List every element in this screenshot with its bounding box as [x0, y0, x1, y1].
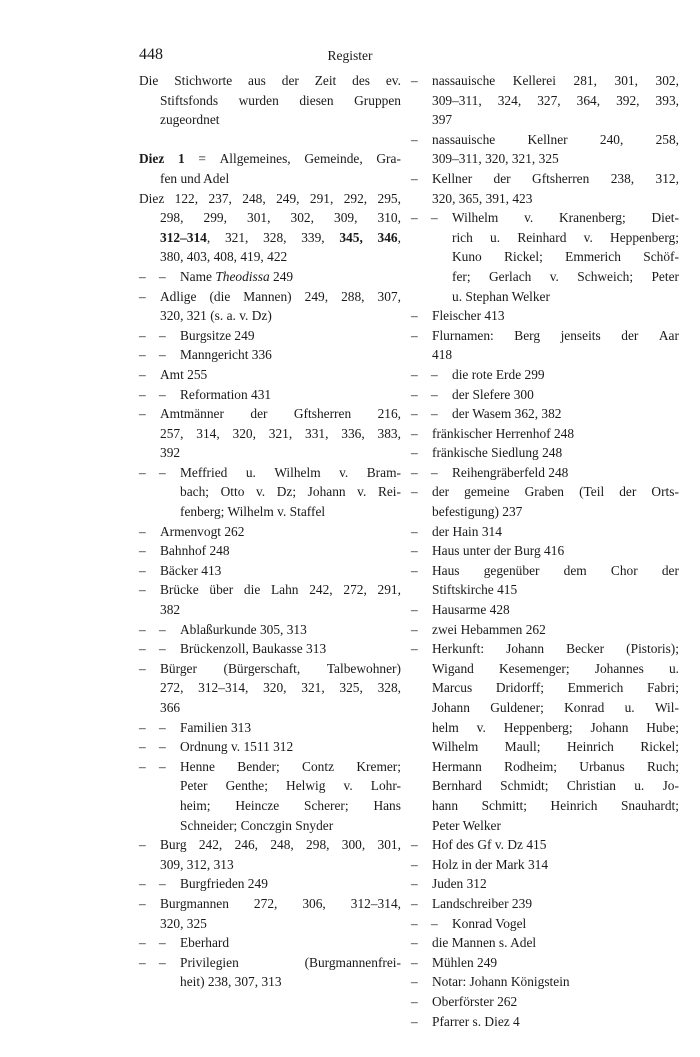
entry-line: fer; Gerlach v. Schweich; Peter — [452, 268, 679, 284]
index-entry — [139, 620, 401, 640]
index-entry — [139, 933, 401, 953]
entry-line: Flurnamen: Berg jenseits der Aar — [432, 327, 679, 343]
index-entry — [139, 835, 401, 874]
entry-line: Fleischer 413 — [432, 308, 505, 324]
index-entry — [139, 189, 401, 267]
entry-line: Haus unter der Burg 416 — [432, 543, 565, 559]
entry-line: Johann Guldener; Konrad u. Wil- — [432, 700, 679, 715]
entry-line: befestigung) 237 — [432, 504, 523, 520]
entry-line: 397 — [432, 112, 453, 128]
index-entry — [139, 522, 401, 542]
entry-line: 257, 314, 320, 321, 331, 336, 383, — [160, 425, 401, 441]
index-entry — [139, 639, 401, 659]
entry-line: 272, 312–314, 320, 321, 325, 328, — [160, 680, 401, 696]
level-dash: – — [139, 464, 146, 480]
entry-line: 298, 299, 301, 302, 309, 310, — [160, 210, 401, 226]
entry-line: Brücke über die Lahn 242, 272, 291, — [160, 582, 401, 598]
level-dash: – — [411, 406, 418, 422]
index-entry — [411, 639, 679, 835]
level-dash: – — [411, 386, 418, 402]
entry-line: 320, 325 — [160, 915, 207, 931]
sublevel-dash: – — [159, 347, 166, 363]
index-entry — [411, 208, 679, 306]
entry-line: 392 — [160, 445, 181, 461]
index-entry — [411, 894, 679, 914]
entry-line: Herkunft: Johann Becker (Pistoris); — [432, 641, 679, 657]
level-dash: – — [139, 582, 146, 598]
entry-line: Armenvogt 262 — [160, 523, 245, 539]
level-dash: – — [411, 327, 418, 343]
sublevel-dash: – — [431, 210, 438, 226]
entry-line: hann Schmitt; Heinrich Snauhardt; — [432, 797, 679, 813]
entry-line: der Wasem 362, 382 — [452, 406, 562, 422]
index-entry — [411, 326, 679, 365]
level-dash: – — [139, 719, 146, 735]
entry-line: nassauische Kellerei 281, 301, 302, — [432, 73, 679, 88]
sublevel-dash: – — [159, 935, 166, 951]
entry-line: der Slefere 300 — [452, 386, 534, 402]
entry-line: die rote Erde 299 — [452, 366, 545, 382]
entry-line: Mühlen 249 — [432, 954, 498, 970]
index-entry — [139, 463, 401, 522]
level-dash: – — [411, 523, 418, 539]
entry-line: Bernhard Schmidt; Christian u. Jo- — [432, 778, 679, 794]
entry-line: Kuno Rickel; Emmerich Schöf- — [452, 249, 679, 265]
level-dash: – — [139, 366, 146, 382]
entry-line: Hof des Gf v. Dz 415 — [432, 837, 547, 853]
level-dash: – — [411, 543, 418, 559]
level-dash: – — [411, 856, 418, 872]
level-dash: – — [411, 170, 418, 186]
sublevel-dash: – — [431, 406, 438, 422]
level-dash: – — [411, 993, 418, 1009]
sublevel-dash: – — [159, 386, 166, 402]
index-entry — [411, 463, 679, 483]
entry-line: Stiftsfonds wurden diesen Gruppen — [160, 92, 401, 108]
entry-line: Stiftskirche 415 — [432, 582, 518, 598]
index-entry — [139, 326, 401, 346]
index-entry — [139, 561, 401, 581]
level-dash: – — [139, 876, 146, 892]
level-dash: – — [411, 425, 418, 441]
entry-line: zugeordnet — [160, 112, 220, 128]
level-dash: – — [139, 758, 146, 774]
sublevel-dash: – — [431, 366, 438, 382]
index-column-left — [139, 71, 401, 992]
entry-line: rich u. Reinhard v. Heppenberg; — [452, 229, 679, 245]
entry-line: Juden 312 — [432, 876, 487, 892]
entry-line: Bäcker 413 — [160, 562, 222, 578]
index-entry — [139, 580, 401, 619]
index-entry — [139, 757, 401, 835]
entry-line: Bahnhof 248 — [160, 543, 230, 559]
level-dash: – — [411, 974, 418, 990]
entry-line: fränkischer Herrenhof 248 — [432, 425, 575, 441]
index-entry — [139, 953, 401, 992]
index-entry — [411, 71, 679, 130]
entry-line: Adlige (die Mannen) 249, 288, 307, — [160, 288, 401, 304]
entry-line: Pfarrer s. Diez 4 — [432, 1013, 520, 1029]
index-entry — [411, 561, 679, 600]
entry-line: helm v. Heppenberg; Johann Hube; — [432, 719, 679, 735]
entry-line: u. Stephan Welker — [452, 288, 550, 304]
level-dash: – — [139, 268, 146, 284]
level-dash: – — [411, 895, 418, 911]
index-entry — [139, 737, 401, 757]
entry-line: Bürger (Bürgerschaft, Talbewohner) — [160, 660, 401, 676]
entry-line: Wigand Kesemenger; Johannes u. — [432, 660, 679, 676]
entry-line: der Hain 314 — [432, 523, 502, 539]
index-entry — [139, 718, 401, 738]
page-number: 448 — [139, 46, 163, 63]
entry-line: 366 — [160, 700, 181, 715]
sublevel-dash: – — [159, 876, 166, 892]
entry-line: Amtmänner der Gftsherren 216, — [160, 406, 401, 422]
running-title: Register — [327, 48, 373, 63]
entry-line: Ablaßurkunde 305, 313 — [180, 621, 307, 637]
entry-line: 309–311, 320, 321, 325 — [432, 151, 559, 167]
entry-line: fränkische Siedlung 248 — [432, 445, 563, 461]
level-dash: – — [411, 366, 418, 382]
level-dash: – — [411, 562, 418, 578]
entry-line: Wilhelm v. Kranenberg; Diet- — [452, 210, 679, 226]
index-entry — [411, 306, 679, 326]
entry-line: Kellner der Gftsherren 238, 312, — [432, 170, 679, 186]
index-entry — [139, 385, 401, 405]
level-dash: – — [411, 876, 418, 892]
index-entry — [139, 404, 401, 463]
index-entry — [411, 600, 679, 620]
index-entry — [411, 620, 679, 640]
index-entry — [411, 130, 679, 169]
entry-line: Henne Bender; Contz Kremer; — [180, 758, 401, 774]
level-dash: – — [139, 347, 146, 363]
sublevel-dash: – — [431, 464, 438, 480]
sublevel-dash: – — [159, 739, 166, 755]
sublevel-dash: – — [159, 719, 166, 735]
entry-line: Brückenzoll, Baukasse 313 — [180, 641, 327, 657]
entry-line: Familien 313 — [180, 719, 252, 735]
entry-line: Holz in der Mark 314 — [432, 856, 549, 872]
entry-line: Haus gegenüber dem Chor der — [432, 562, 679, 578]
level-dash: – — [411, 210, 418, 226]
level-dash: – — [411, 641, 418, 657]
level-dash: – — [139, 954, 146, 970]
index-entry — [411, 874, 679, 894]
entry-line: Wilhelm Maull; Heinrich Rickel; — [432, 739, 679, 755]
level-dash: – — [411, 621, 418, 637]
index-entry — [411, 424, 679, 444]
index-entry — [139, 541, 401, 561]
level-dash: – — [411, 308, 418, 324]
entry-line: Reihengräberfeld 248 — [452, 464, 569, 480]
entry-line: Name Theodissa 249 — [180, 268, 294, 284]
entry-line: Eberhard — [180, 935, 230, 951]
entry-line: Diez 122, 237, 248, 249, 291, 292, 295, — [139, 190, 401, 206]
entry-line: Amt 255 — [160, 366, 208, 382]
level-dash: – — [411, 602, 418, 618]
entry-line: Diez 1 = Allgemeines, Gemeinde, Gra- — [139, 151, 401, 167]
level-dash: – — [139, 837, 146, 853]
index-entry — [411, 404, 679, 424]
level-dash: – — [411, 131, 418, 147]
level-dash: – — [139, 386, 146, 402]
index-entry — [411, 169, 679, 208]
entry-line: 382 — [160, 602, 181, 618]
entry-line: Manngericht 336 — [180, 347, 272, 363]
index-entry — [411, 365, 679, 385]
entry-line: fenberg; Wilhelm v. Staffel — [180, 504, 326, 520]
index-entry — [139, 345, 401, 365]
entry-line: Oberförster 262 — [432, 993, 518, 1009]
level-dash: – — [139, 327, 146, 343]
level-dash: – — [139, 895, 146, 911]
sublevel-dash: – — [431, 386, 438, 402]
entry-line: nassauische Kellner 240, 258, — [432, 131, 679, 147]
entry-line: 320, 321 (s. a. v. Dz) — [160, 308, 272, 324]
level-dash: – — [139, 660, 146, 676]
index-entry — [411, 992, 679, 1012]
entry-line: Notar: Johann Königstein — [432, 974, 570, 990]
entry-line: Burgfrieden 249 — [180, 876, 268, 892]
index-entry — [139, 365, 401, 385]
level-dash: – — [411, 445, 418, 461]
index-entry — [139, 894, 401, 933]
index-entry — [139, 874, 401, 894]
entry-line: Privilegien (Burgmannenfrei- — [180, 954, 401, 970]
entry-line: fen und Adel — [160, 170, 230, 186]
sublevel-dash: – — [159, 954, 166, 970]
level-dash: – — [411, 935, 418, 951]
entry-line: Die Stichworte aus der Zeit des ev. — [139, 73, 401, 88]
entry-line: 380, 403, 408, 419, 422 — [160, 249, 288, 265]
index-entry — [411, 1012, 679, 1032]
sublevel-dash: – — [159, 621, 166, 637]
entry-line: Ordnung v. 1511 312 — [180, 739, 294, 755]
level-dash: – — [139, 406, 146, 422]
index-entry — [411, 855, 679, 875]
level-dash: – — [139, 523, 146, 539]
level-dash: – — [411, 484, 418, 500]
sublevel-dash: – — [159, 327, 166, 343]
entry-line: Burgmannen 272, 306, 312–314, — [160, 895, 401, 911]
index-entry — [411, 914, 679, 934]
entry-line: Hausarme 428 — [432, 602, 510, 618]
index-entry — [139, 267, 401, 287]
level-dash: – — [411, 1013, 418, 1029]
index-entry — [139, 287, 401, 326]
entry-line: Peter Genthe; Helwig v. Lohr- — [180, 778, 401, 794]
entry-line: bach; Otto v. Dz; Johann v. Rei- — [180, 484, 401, 500]
index-entry — [411, 835, 679, 855]
level-dash: – — [139, 739, 146, 755]
level-dash: – — [139, 288, 146, 304]
entry-line: heim; Heincze Scherer; Hans — [180, 797, 401, 813]
entry-line: der gemeine Graben (Teil der Orts- — [432, 484, 679, 500]
entry-line: 309, 312, 313 — [160, 856, 234, 872]
index-entry — [411, 443, 679, 463]
sublevel-dash: – — [159, 641, 166, 657]
index-column-right — [411, 71, 679, 1031]
entry-line: Meffried u. Wilhelm v. Bram- — [180, 464, 401, 480]
index-entry — [139, 659, 401, 718]
entry-line: zwei Hebammen 262 — [432, 621, 546, 637]
entry-line: 309–311, 324, 327, 364, 392, 393, — [432, 92, 679, 108]
sublevel-dash: – — [159, 464, 166, 480]
level-dash: – — [411, 837, 418, 853]
entry-line: Burg 242, 246, 248, 298, 300, 301, — [160, 837, 401, 853]
index-entry — [411, 385, 679, 405]
sublevel-dash: – — [159, 268, 166, 284]
index-entry — [411, 482, 679, 521]
index-entry — [411, 541, 679, 561]
entry-line: Peter Welker — [432, 817, 501, 833]
level-dash: – — [411, 73, 418, 88]
index-entry — [411, 953, 679, 973]
index-entry — [411, 972, 679, 992]
sublevel-dash: – — [159, 758, 166, 774]
entry-line: heit) 238, 307, 313 — [180, 974, 282, 990]
level-dash: – — [139, 621, 146, 637]
level-dash: – — [139, 543, 146, 559]
entry-line: Landschreiber 239 — [432, 895, 533, 911]
index-entry — [411, 522, 679, 542]
entry-line: die Mannen s. Adel — [432, 935, 537, 951]
entry-line: Konrad Vogel — [452, 915, 527, 931]
level-dash: – — [139, 935, 146, 951]
entry-line: 418 — [432, 347, 453, 363]
entry-line: Schneider; Conczgin Snyder — [180, 817, 334, 833]
entry-line: Marcus Dridorff; Emmerich Fabri; — [432, 680, 679, 696]
index-entry — [139, 71, 401, 130]
level-dash: – — [411, 954, 418, 970]
level-dash: – — [411, 464, 418, 480]
level-dash: – — [139, 641, 146, 657]
entry-line: Reformation 431 — [180, 386, 272, 402]
sublevel-dash: – — [431, 915, 438, 931]
index-entry — [139, 149, 401, 188]
entry-line: 312–314, 321, 328, 339, 345, 346, — [160, 229, 401, 245]
entry-line: Hermann Rodheim; Urbanus Ruch; — [432, 758, 679, 774]
entry-line: Burgsitze 249 — [180, 327, 255, 343]
level-dash: – — [139, 562, 146, 578]
level-dash: – — [411, 915, 418, 931]
entry-line: 320, 365, 391, 423 — [432, 190, 533, 206]
index-entry — [411, 933, 679, 953]
